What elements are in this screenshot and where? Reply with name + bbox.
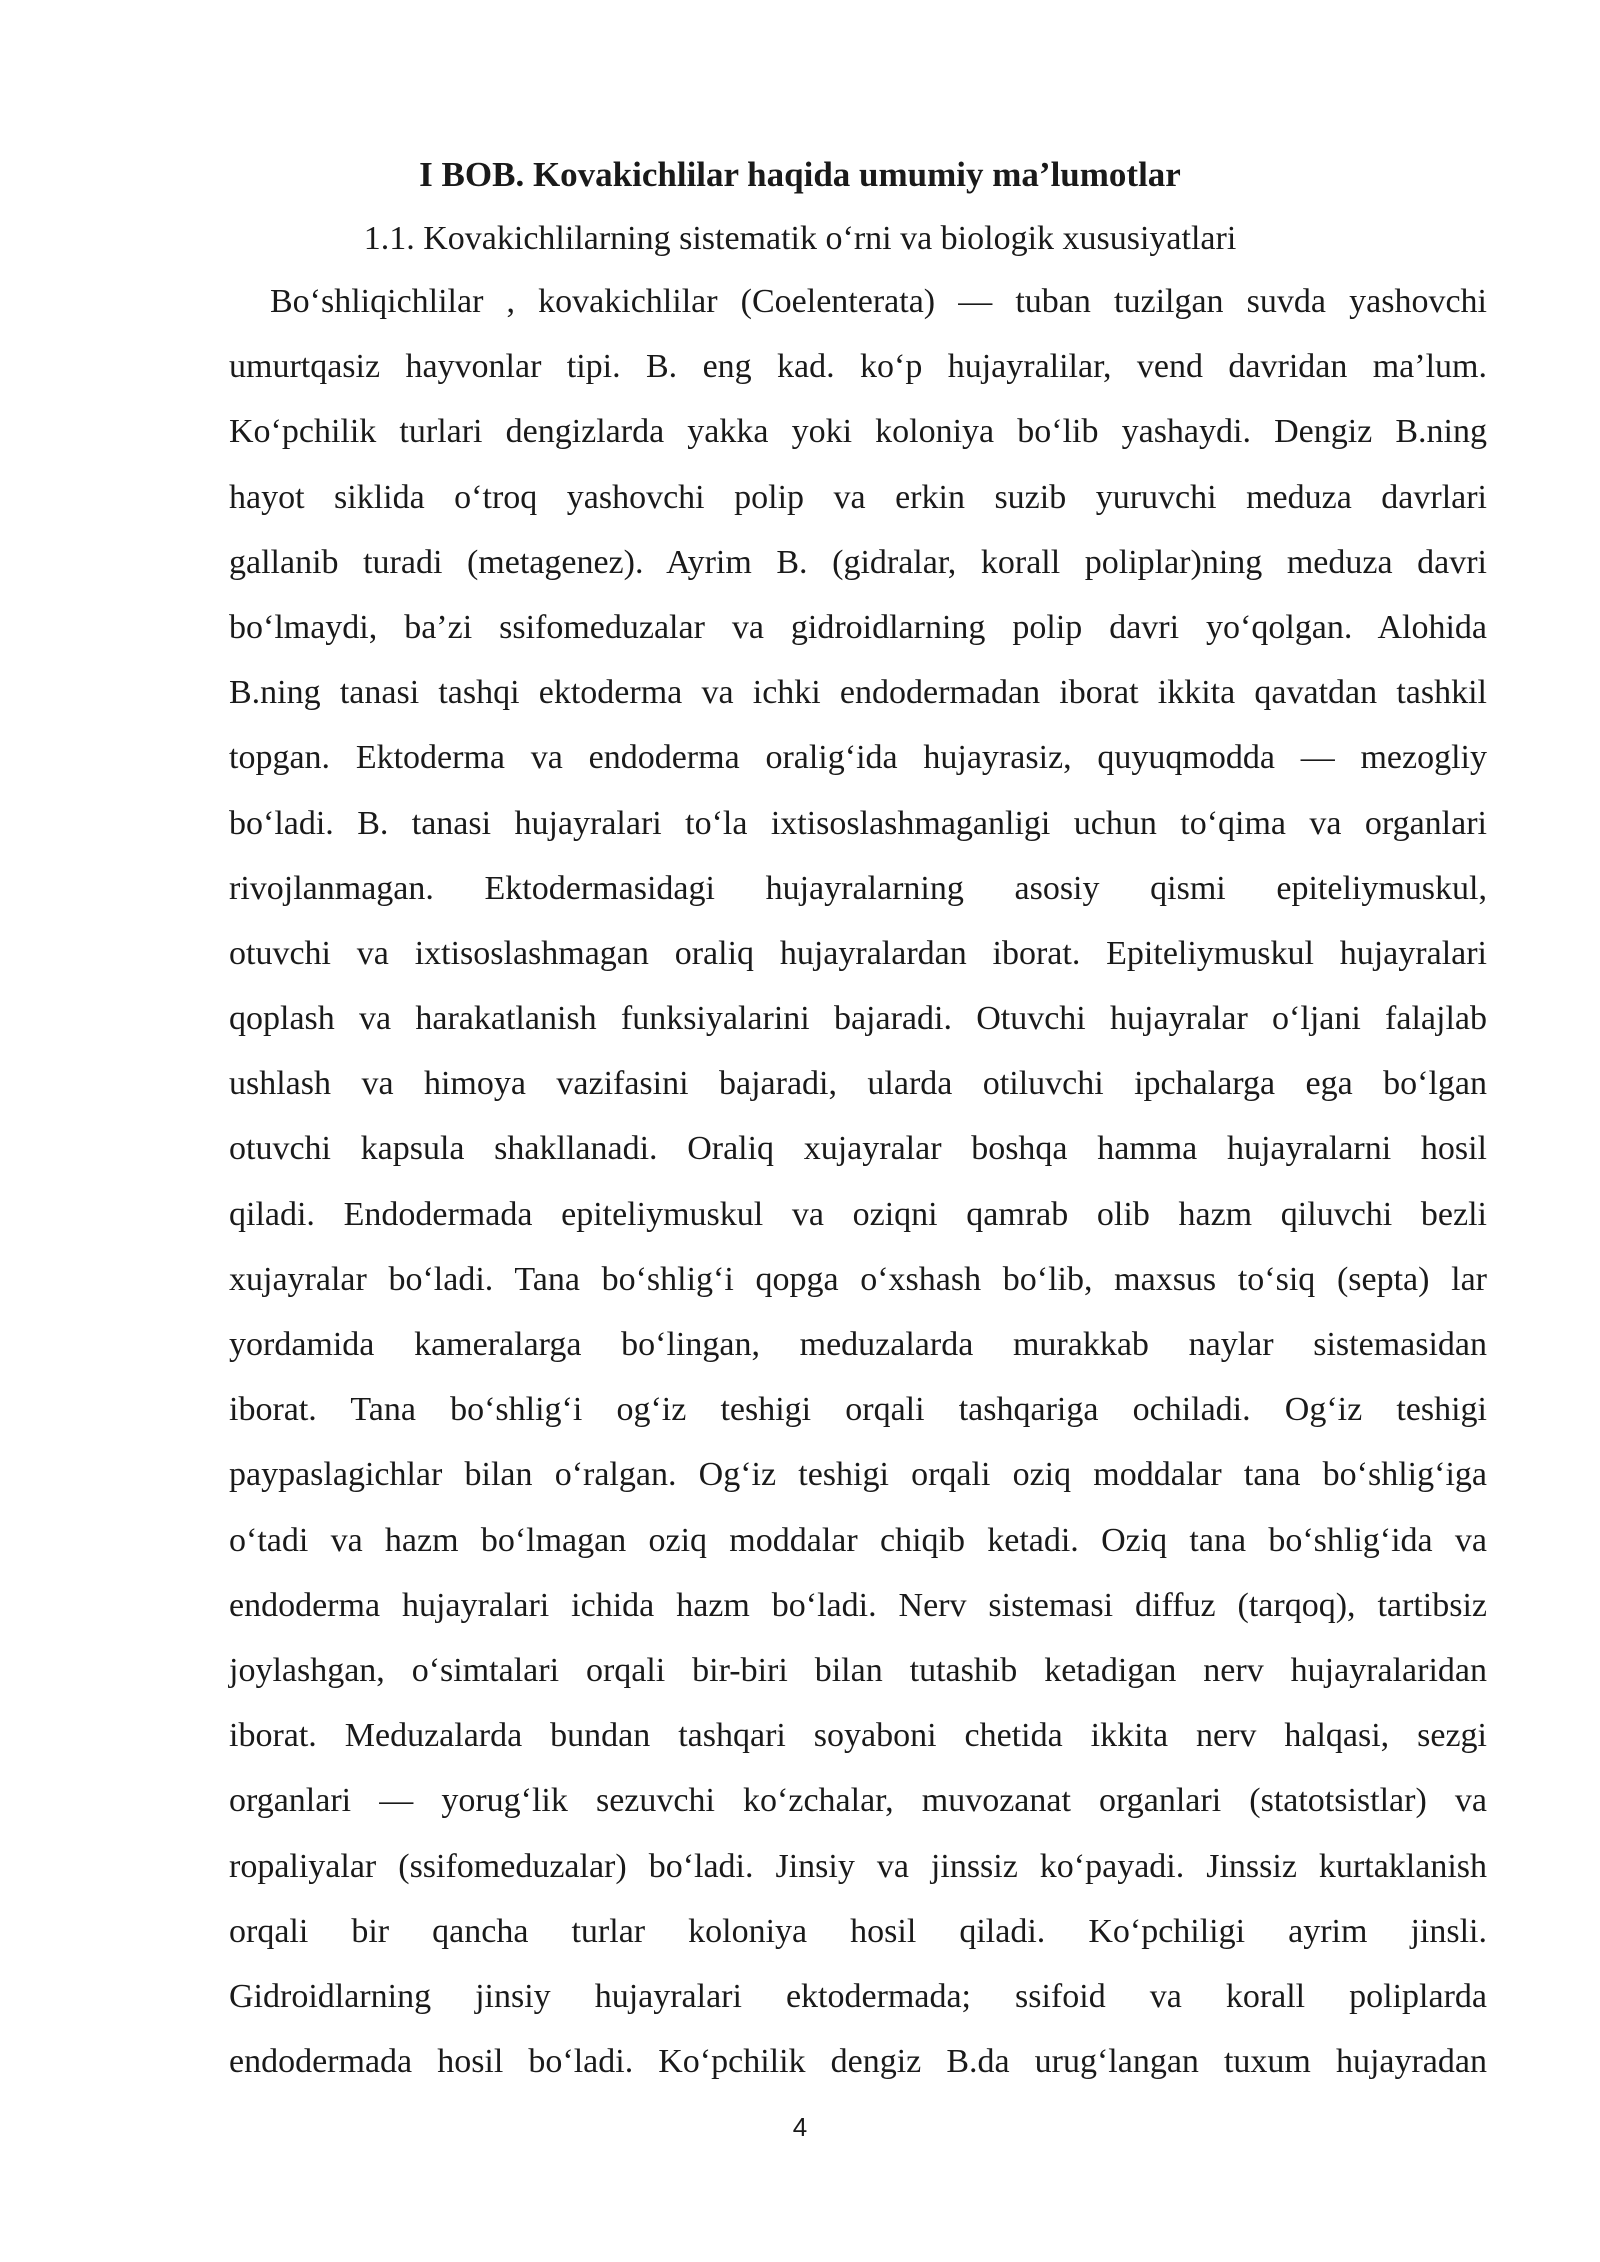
text-line: bo‘lmaydi, ba’zi ssifomeduzalar va gidroidlarning polip davri yo‘qolgan. Alohida	[229, 608, 1487, 646]
text-line: Gidroidlarning jinsiy hujayralari ektodermada; ssifoid va korall poliplarda	[229, 1977, 1487, 2015]
text-line: paypaslagichlar bilan o‘ralgan. Og‘iz teshigi orqali oziq moddalar tana bo‘shlig‘iga	[229, 1456, 1487, 1494]
text-line: endodermada hosil bo‘ladi. Ko‘pchilik dengiz B.da urug‘langan tuxum hujayradan	[229, 2043, 1487, 2081]
text-line: iborat. Tana bo‘shlig‘i og‘iz teshigi orqali tashqariga ochiladi. Og‘iz teshigi	[229, 1391, 1487, 1429]
text-line: hayot siklida o‘troq yashovchi polip va erkin suzib yuruvchi meduza davrlari	[229, 478, 1487, 516]
text-line: yordamida kameralarga bo‘lingan, meduzalarda murakkab naylar sistemasidan	[229, 1326, 1487, 1363]
text-line: otuvchi va ixtisoslashmagan oraliq hujayralardan iborat. Epiteliymuskul hujayralari	[229, 934, 1487, 972]
text-line: otuvchi kapsula shakllanadi. Oraliq xujayralar boshqa hamma hujayralarni hosil	[229, 1130, 1487, 1168]
text-line: rivojlanmagan. Ektodermasidagi hujayralarning asosiy qismi epiteliymuskul,	[229, 869, 1487, 907]
text-line: organlari — yorug‘lik sezuvchi ko‘zchalar, muvozanat organlari (statotsistlar) va	[229, 1782, 1487, 1820]
text-line: endoderma hujayralari ichida hazm bo‘ladi. Nerv sistemasi diffuz (tarqoq), tartibsiz	[229, 1586, 1487, 1624]
text-line: qoplash va harakatlanish funksiyalarini bajaradi. Otuvchi hujayralar o‘ljani falajlab	[229, 1000, 1487, 1038]
text-line: ushlash va himoya vazifasini bajaradi, ularda otiluvchi ipchalarga ega bo‘lgan	[229, 1065, 1487, 1103]
chapter-title: I BOB. Kovakichlilar haqida umumiy ma’lumotlar	[419, 155, 1181, 194]
text-line: bo‘ladi. B. tanasi hujayralari to‘la ixtisoslashmaganligi uchun to‘qima va organlari	[229, 804, 1487, 842]
text-line: orqali bir qancha turlar koloniya hosil qiladi. Ko‘pchiligi ayrim jinsli.	[229, 1912, 1487, 1950]
text-line: B.ning tanasi tashqi ektoderma va ichki endodermadan iborat ikkita qavatdan tashkil	[229, 674, 1487, 712]
text-line: Ko‘pchilik turlari dengizlarda yakka yoki koloniya bo‘lib yashaydi. Dengiz B.ning	[229, 413, 1487, 451]
text-line: joylashgan, o‘simtalari orqali bir-biri bilan tutashib ketadigan nerv hujayralaridan	[229, 1651, 1487, 1689]
text-line: o‘tadi va hazm bo‘lmagan oziq moddalar chiqib ketadi. Oziq tana bo‘shlig‘ida va	[229, 1521, 1487, 1559]
text-line: gallanib turadi (metagenez). Ayrim B. (gidralar, korall poliplar)ning meduza davri	[229, 543, 1487, 581]
text-line: topgan. Ektoderma va endoderma oralig‘ida hujayrasiz, quyuqmodda — mezogliy	[229, 739, 1487, 777]
section-subtitle: 1.1. Kovakichlilarning sistematik o‘rni va biologik xususiyatlari	[363, 220, 1237, 257]
text-line: ropaliyalar (ssifomeduzalar) bo‘ladi. Jinsiy va jinssiz ko‘payadi. Jinssiz kurtaklanish	[229, 1847, 1487, 1885]
text-line: iborat. Meduzalarda bundan tashqari soyaboni chetida ikkita nerv halqasi, sezgi	[229, 1717, 1487, 1755]
text-line: Bo‘shliqichlilar , kovakichlilar (Coelenterata) — tuban tuzilgan suvda yashovchi	[270, 283, 1487, 320]
page-number: 4	[792, 2112, 808, 2142]
text-line: qiladi. Endodermada epiteliymuskul va oziqni qamrab olib hazm qiluvchi bezli	[229, 1195, 1487, 1233]
text-line: umurtqasiz hayvonlar tipi. B. eng kad. ko‘p hujayralilar, vend davridan ma’lum.	[229, 348, 1487, 386]
body-paragraph	[229, 282, 1487, 2107]
text-line: xujayralar bo‘ladi. Tana bo‘shlig‘i qopga o‘xshash bo‘lib, maxsus to‘siq (septa) lar	[229, 1260, 1487, 1298]
